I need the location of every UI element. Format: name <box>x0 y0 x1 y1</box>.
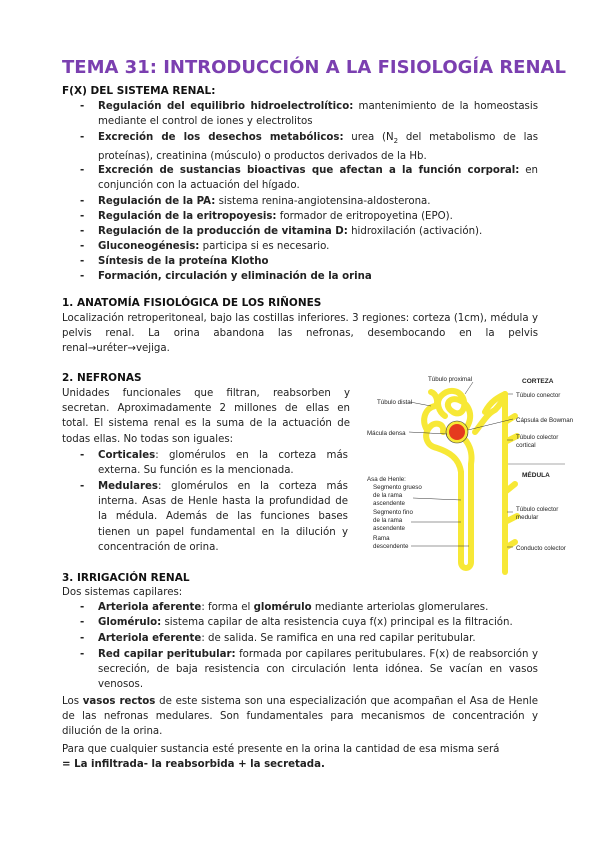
irrigation-item-bold: Glomérulo: <box>98 617 162 628</box>
label-rama-desc-2: descendente <box>373 543 409 550</box>
fx-item-text: formador de eritropoyetina (EPO). <box>276 211 453 222</box>
section-1-paragraph: Localización retroperitoneal, bajo las costillas inferiores. 3 regiones: corteza (1cm), médula y pelvis renal. La orina abandona las nefronas, desembocando en la pelvis renal→uréter→vejiga. <box>62 313 538 355</box>
fx-item-text: sistema renina-angiotensina-aldosterona. <box>215 196 431 207</box>
irrigation-item-bold: Arteriola eferente <box>98 633 202 644</box>
fx-item: - Gluconeogénesis: participa si es necesario. <box>80 241 330 252</box>
label-tubulo-colector-medular-2: medular <box>516 514 539 521</box>
label-tubulo-distal: Túbulo distal <box>377 399 413 406</box>
page-title: TEMA 31: INTRODUCCIÓN A LA FISIOLOGÍA RENAL <box>62 57 566 78</box>
label-tubulo-colector-cortical: Túbulo colector <box>516 434 559 441</box>
fx-item: - Regulación del equilibrio hidroelectrolítico: mantenimiento de la homeostasis mediante el control de iones y electrolitos <box>80 101 539 128</box>
label-asa-henle: Asa de Henle: <box>367 476 406 483</box>
vasos-rectos-text-2: de este sistema son una especialización que acompañan el Asa de Henle de las nefronas medulares. Son fundamentales para mecanismos de concentración y dilución de la orina. <box>62 696 539 738</box>
label-rama-desc: Rama <box>373 535 390 542</box>
label-tubulo-conector: Túbulo conector <box>516 392 561 399</box>
label-tubulo-colector-cortical-2: cortical <box>516 442 536 449</box>
fx-item-bold: Excreción de los desechos metabólicos: <box>98 132 344 143</box>
irrigation-item: - Glomérulo: sistema capilar de alta resistencia cuya f(x) principal es la filtración. <box>80 617 513 628</box>
glomerulus <box>449 424 465 440</box>
irrigation-item-text: sistema capilar de alta resistencia cuya f(x) principal es la filtración. <box>161 617 513 628</box>
tubule-network <box>424 391 517 572</box>
nephron-diagram <box>365 372 574 582</box>
label-seg-fino-2: de la rama <box>373 517 403 524</box>
section-3-intro: Dos sistemas capilares: <box>62 587 183 598</box>
label-capsula-bowman: Cápsula de Bowman <box>516 417 574 424</box>
nephron-type-item: - Corticales: glomérulos en la corteza más externa. Su función es la mencionada. <box>80 450 348 477</box>
section-2-paragraph: Unidades funcionales que filtran, reabsorben y secretan. Aproximadamente 2 millones de ellas en total. El sistema renal es la suma de la actuación de todas ellas. No todas son iguales: <box>62 388 350 445</box>
irrigation-item: - Arteriola eferente: de salida. Se ramifica en una red capilar peritubular. <box>80 633 476 644</box>
fx-item: - Regulación de la producción de vitamina D: hidroxilación (activación). <box>80 226 483 237</box>
irrigation-item-text: : de salida. Se ramifica en una red capilar peritubular. <box>201 633 476 644</box>
nephron-type-bold: Corticales <box>98 450 156 461</box>
fx-item-bold: Regulación de la eritropoyesis: <box>98 211 277 222</box>
irrigation-item-text: : forma el <box>201 602 254 613</box>
label-tubulo-proximal: Túbulo proximal <box>428 376 473 383</box>
fx-item-text: urea (N <box>343 132 394 143</box>
irrigation-item-bold: Arteriola aferente <box>98 602 202 613</box>
irrigation-item-bold: glomérulo <box>253 602 312 613</box>
fx-item: - Regulación de la eritropoyesis: formador de eritropoyetina (EPO). <box>80 211 453 222</box>
nephron-type-text: : glomérulos en la corteza más interna. Asas de Henle hasta la profundidad de la médula. Además de las funciones bases tienen un papel fundamental en la dilución y concentración de orina. <box>98 481 348 553</box>
nephron-type-text: : glomérulos en la corteza más externa. Su función es la mencionada. <box>98 450 348 477</box>
fx-item-text: en conjunción con la actuación del hígado. <box>98 165 538 192</box>
label-corteza: CORTEZA <box>522 378 554 385</box>
label-seg-fino: Segmento fino <box>373 509 413 516</box>
vasos-rectos-text: Los <box>62 696 83 707</box>
fx-item-text: participa si es necesario. <box>199 241 330 252</box>
irrigation-item-bold: Red capilar peritubular: <box>98 649 236 660</box>
label-tubulo-colector-medular: Túbulo colector <box>516 506 559 513</box>
irrigation-item: - Red capilar peritubular: formada por capilares peritubulares. F(x) de reabsorción y secreción, de baja resistencia con circulación lenta idónea. Se vacían en vasos venosos. <box>80 649 538 691</box>
fx-item-bold: Excreción de sustancias bioactivas que afectan a la función corporal: <box>98 165 520 176</box>
label-seg-grueso-2: de la rama <box>373 492 403 499</box>
label-seg-grueso: Segmento grueso <box>373 484 422 491</box>
fx-item: - Regulación de la PA: sistema renina-angiotensina-aldosterona. <box>80 196 431 207</box>
nephron-type-bold: Medulares <box>98 481 158 492</box>
fx-item-text: del metabolismo de las proteínas), creatinina (músculo) o productos derivados de la Hb. <box>98 132 539 163</box>
fx-item-text: mantenimiento de la homeostasis mediante el control de iones y electrolitos <box>98 101 539 128</box>
irrigation-item-text: formada por capilares peritubulares. F(x) de reabsorción y secreción, de baja resistencia con circulación lenta idónea. Se vacían en vasos venosos. <box>98 649 538 691</box>
fx-item: - Síntesis de la proteína Klotho <box>80 256 269 267</box>
fx-heading: F(X) DEL SISTEMA RENAL: <box>62 85 216 97</box>
vasos-rectos-paragraph <box>62 694 538 740</box>
section-2-heading: 2. NEFRONAS <box>62 372 142 384</box>
fx-item-sub: 2 <box>393 137 399 146</box>
section-1-heading: 1. ANATOMÍA FISIOLÓGICA DE LOS RIÑONES <box>62 297 322 309</box>
label-seg-grueso-3: ascendente <box>373 500 405 507</box>
fx-item-bold: Formación, circulación y eliminación de la orina <box>98 271 372 282</box>
fx-item-bold: Regulación de la PA: <box>98 196 216 207</box>
fx-item: - Formación, circulación y eliminación de la orina <box>80 271 372 282</box>
fx-item-bold: Síntesis de la proteína Klotho <box>98 256 269 267</box>
irrigation-item-text: mediante arteriolas glomerulares. <box>311 602 489 613</box>
urine-formula: = La infiltrada- la reabsorbida + la secretada. <box>62 759 325 770</box>
label-medula: MÉDULA <box>522 472 550 479</box>
label-seg-fino-3: ascendente <box>373 525 405 532</box>
vasos-rectos-bold: vasos rectos <box>82 696 156 707</box>
fx-item-bold: Gluconeogénesis: <box>98 241 200 252</box>
fx-item: - Excreción de sustancias bioactivas que afectan a la función corporal: en conjunción con la actuación del hígado. <box>80 165 538 192</box>
formula-intro: Para que cualquier sustancia esté presente en la orina la cantidad de esa misma será <box>62 744 500 755</box>
section-3-heading: 3. IRRIGACIÓN RENAL <box>62 572 190 584</box>
label-macula-densa: Mácula densa <box>367 430 406 437</box>
fx-item-text: hidroxilación (activación). <box>347 226 483 237</box>
nephron-type-item: - Medulares: glomérulos en la corteza más interna. Asas de Henle hasta la profundidad de la médula. Además de las funciones bases tienen un papel fundamental en la dilución y concentración de orina. <box>80 481 348 553</box>
fx-item-bold: Regulación de la producción de vitamina D: <box>98 226 348 237</box>
irrigation-item: - Arteriola aferente: forma el glomérulo mediante arteriolas glomerulares. <box>80 602 489 613</box>
fx-item: - Excreción de los desechos metabólicos: urea ($N_2$ del metabolismo de las proteínas), creatinina (músculo) o productos derivados de la Hb. <box>80 132 539 163</box>
fx-item-bold: Regulación del equilibrio hidroelectrolítico: <box>98 101 354 112</box>
label-conducto-colector: Conducto colector <box>516 545 566 552</box>
